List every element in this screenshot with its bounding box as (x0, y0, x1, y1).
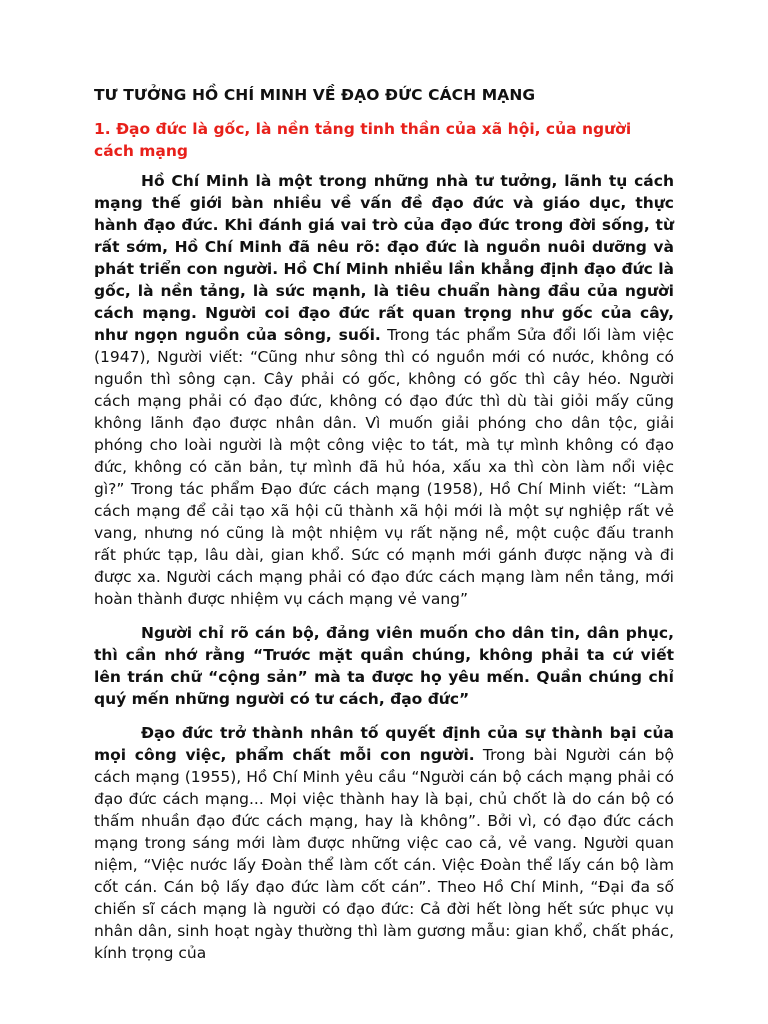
paragraph-3-text: Trong bài Người cán bộ cách mạng (1955), Hồ Chí Minh yêu cầu “Người cán bộ cách mạng phải có đạo đức cách mạng... Mọi việc thành hay là bại, chủ chốt là do cán bộ có thấm nhuần đạo đức cách mạng, hay là không”. Bởi vì, có đạo đức cách mạng trong sáng mới làm được những việc cao cả, vẻ vang. Người quan niệm, “Việc nước lấy Đoàn thể làm cốt cán. Việc Đoàn thể lấy cán bộ làm cốt cán. Cán bộ lấy đạo đức làm cốt cán”. Theo Hồ Chí Minh, “Đại đa số chiến sĩ cách mạng là người có đạo đức: Cả đời hết lòng hết sức phục vụ nhân dân, sinh hoạt ngày thường thì làm gương mẫu: gian khổ, chất phác, kính trọng của (94, 746, 674, 962)
paragraph-1 (94, 170, 674, 610)
document-title: TƯ TƯỞNG HỒ CHÍ MINH VỀ ĐẠO ĐỨC CÁCH MẠNG (94, 86, 536, 104)
section-heading: 1. Đạo đức là gốc, là nền tảng tinh thần của xã hội, của người cách mạng (94, 120, 632, 160)
paragraph-1-text: Trong tác phẩm Sửa đổi lối làm việc (1947), Người viết: “Cũng như sông thì có nguồn mới có nước, không có nguồn thì sông cạn. Cây phải có gốc, không có gốc thì cây héo. Người cách mạng phải có đạo đức, không có đạo đức thì dù tài giỏi mấy cũng không lãnh đạo được nhân dân. Vì muốn giải phóng cho dân tộc, giải phóng cho loài người là một công việc to tát, mà tự mình không có đạo đức, không có căn bản, tự mình đã hủ hóa, xấu xa thì còn làm nổi việc gì?” Trong tác phẩm Đạo đức cách mạng (1958), Hồ Chí Minh viết: “Làm cách mạng để cải tạo xã hội cũ thành xã hội mới là một sự nghiệp rất vẻ vang, nhưng nó cũng là một nhiệm vụ rất nặng nề, một cuộc đấu tranh rất phức tạp, lâu dài, gian khổ. Sức có mạnh mới gánh được nặng và đi được xa. Người cách mạng phải có đạo đức cách mạng làm nền tảng, mới hoàn thành được nhiệm vụ cách mạng vẻ vang” (94, 326, 674, 608)
paragraph-3-bold: Đạo đức trở thành nhân tố quyết định của sự thành bại của mọi công việc, phẩm chất mỗi con người. (94, 724, 674, 764)
paragraph-3 (94, 722, 674, 964)
paragraph-2 (94, 622, 674, 710)
paragraph-2-bold: Người chỉ rõ cán bộ, đảng viên muốn cho dân tin, dân phục, thì cần nhớ rằng “Trước mặt quần chúng, không phải ta cứ viết lên trán chữ “cộng sản” mà ta được họ yêu mến. Quần chúng chỉ quý mến những người có tư cách, đạo đức” (94, 624, 674, 708)
paragraph-1-bold: Hồ Chí Minh là một trong những nhà tư tưởng, lãnh tụ cách mạng thế giới bàn nhiều về vấn đề đạo đức và giáo dục, thực hành đạo đức. Khi đánh giá vai trò của đạo đức trong đời sống, từ rất sớm, Hồ Chí Minh đã nêu rõ: đạo đức là nguồn nuôi dưỡng và phát triển con người. Hồ Chí Minh nhiều lần khẳng định đạo đức là gốc, là nền tảng, là sức mạnh, là tiêu chuẩn hàng đầu của người cách mạng. Người coi đạo đức rất quan trọng như gốc của cây, như ngọn nguồn của sông, suối. (94, 172, 674, 344)
